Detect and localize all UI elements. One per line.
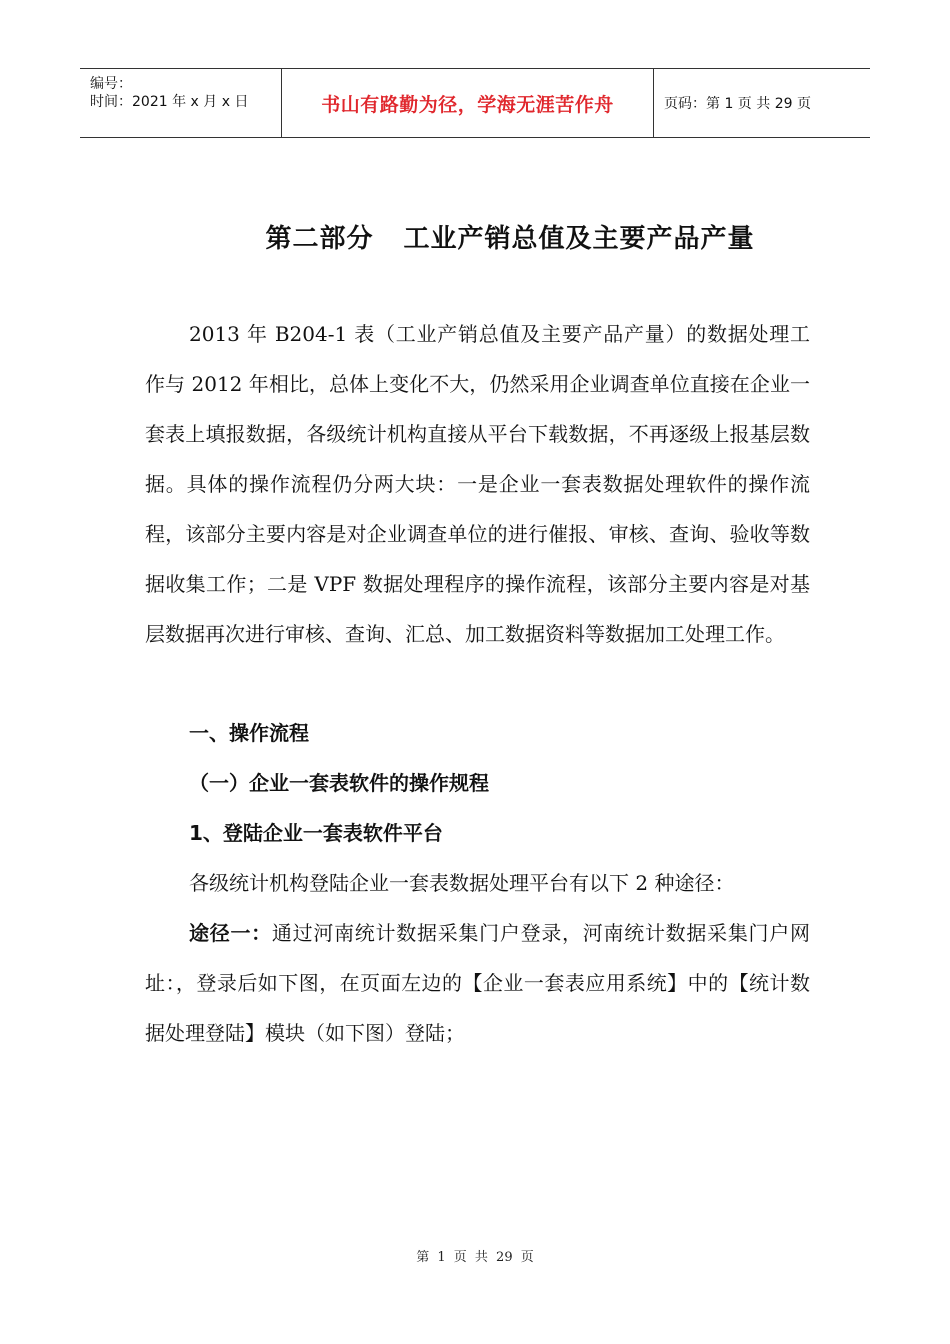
header-motto-cell [282, 69, 654, 137]
time-label: 时间：2021 年 x 月 x 日 [90, 94, 249, 110]
subsection-heading: （一）企业一套表软件的操作规程 [189, 771, 489, 795]
title-name: 工业产销总值及主要产品产量 [403, 224, 755, 254]
intro-paragraph: 2013 年 B204-1 表（工业产销总值及主要产品产量）的数据处理工作与 2012 年相比，总体上变化不大，仍然采用企业调查单位直接在企业一套表上填报数据，各级统计机构直接从平台下载数据，不再逐级上报基层数据。具体的操作流程仍分两大块：一是企业一套表数据处理软件的操作流程，该部分主要内容是对企业调查单位的进行催报、审核、查询、验收等数据收集工作；二是 VPF 数据处理程序的操作流程，该部分主要内容是对基层数据再次进行审核、查询、汇总、加工数据资料等数据加工处理工作。 [145, 322, 810, 646]
title-part: 第二部分 [265, 224, 374, 254]
page-number-label: 页码：第 1 页 共 29 页 [664, 96, 811, 112]
motto: 书山有路勤为径，学海无涯苦作舟 [321, 93, 614, 116]
way1-lead: 途径一： [189, 921, 272, 945]
section-heading: 一、操作流程 [189, 721, 309, 745]
way1-text: 通过河南统计数据采集门户登录，河南统计数据采集门户网址：，登录后如下图，在页面左边的【企业一套表应用系统】中的【统计数据处理登陆】模块（如下图）登陆； [145, 921, 811, 1045]
ways-paragraph: 各级统计机构登陆企业一套表数据处理平台有以下 2 种途径： [189, 871, 735, 895]
header-meta [80, 69, 282, 137]
page-header [80, 68, 870, 138]
header-page-cell [654, 69, 870, 137]
step-heading: 1、登陆企业一套表软件平台 [189, 821, 443, 845]
way1-paragraph [145, 908, 810, 1058]
page-title [0, 218, 950, 255]
code-label: 编号： [90, 76, 132, 92]
page-footer: 第 1 页 共 29 页 [416, 1250, 534, 1265]
